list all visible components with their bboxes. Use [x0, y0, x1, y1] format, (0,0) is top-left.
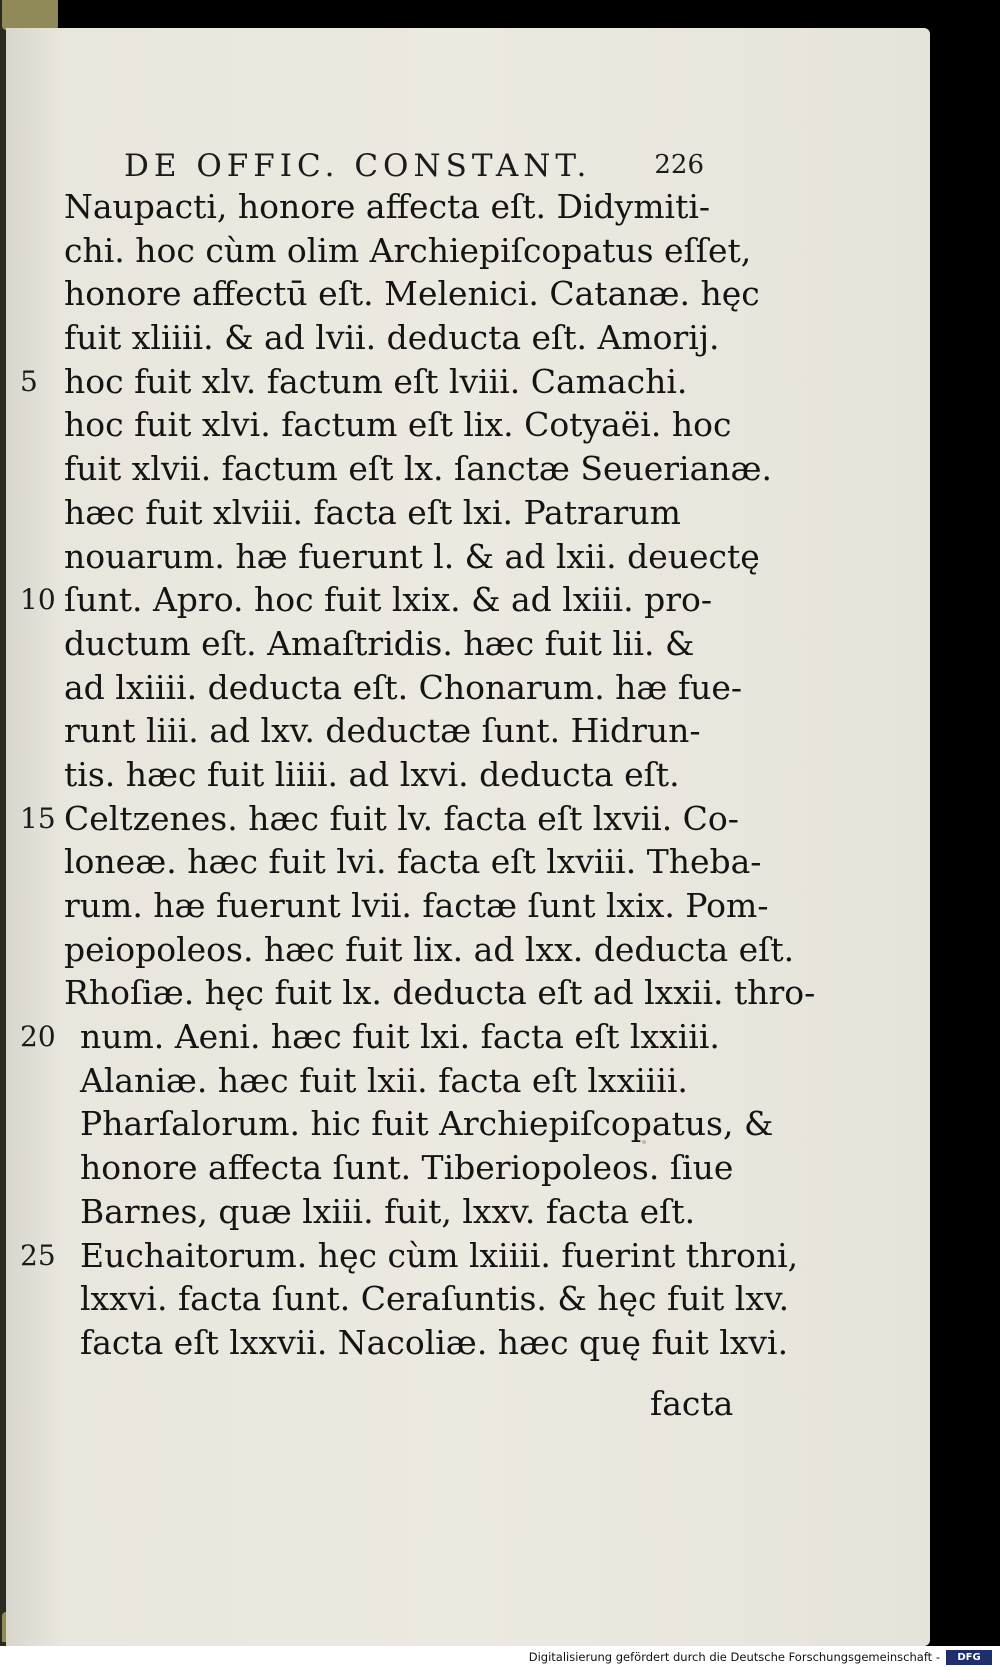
- text-line: [64, 753, 724, 797]
- text-line: [64, 1102, 774, 1146]
- line-text: num. Aeni. hæc fuit lxi. facta eſt lxxiii.: [80, 1017, 720, 1057]
- text-line: [64, 1190, 724, 1234]
- line-text: loneæ. hæc fuit lvi. facta eſt lxviii. Theba-: [64, 842, 762, 882]
- line-number: 20: [20, 1020, 56, 1054]
- text-line: [64, 316, 724, 360]
- body-text: [20, 185, 816, 1365]
- funding-credit: Digitalisierung gefördert durch die Deutsche Forschungsgemeinschaft -: [528, 1650, 940, 1664]
- line-text: hoc fuit xlv. factum eſt lviii. Camachi.: [64, 361, 688, 401]
- text-line: [64, 1059, 724, 1103]
- page-number: 226: [654, 150, 704, 180]
- text-line: [20, 1234, 799, 1278]
- text-line: [20, 1015, 724, 1059]
- line-text: tis. hæc fuit liiii. ad lxvi. deducta eſt.: [64, 754, 680, 794]
- line-text: honore affectū eſt. Melenici. Catanæ. hęc: [64, 274, 760, 314]
- text-line: [64, 884, 769, 928]
- line-text: hoc fuit xlvi. factum eſt lix. Cotyaëi. hoc: [64, 405, 732, 445]
- line-number: 25: [20, 1238, 56, 1272]
- page-header: [124, 148, 704, 184]
- line-text: runt liii. ad lxv. deductæ ſunt. Hidrun-: [64, 711, 701, 751]
- line-number: 15: [20, 801, 56, 835]
- digitization-footer: [0, 1646, 1000, 1670]
- text-line: [64, 272, 760, 316]
- text-line: [64, 403, 732, 447]
- line-text: fuit xlvii. factum eſt lx. ſanctæ Seuerianæ.: [64, 449, 773, 489]
- line-text: rum. hæ fuerunt lvii. factæ ſunt lxix. Pom-: [64, 886, 769, 925]
- line-text: Euchaitorum. hęc cùm lxiiii. fuerint throni,: [80, 1235, 799, 1275]
- text-line: [64, 491, 724, 535]
- text-line: [64, 1321, 789, 1365]
- line-text: Naupacti, honore affecta eſt. Didymiti-: [64, 187, 711, 226]
- text-line: [64, 1277, 790, 1321]
- text-line: [64, 622, 724, 666]
- line-text: hæc fuit xlviii. facta eſt lxi. Patrarum: [64, 492, 681, 532]
- line-text: nouarum. hæ fuerunt l. & ad lxii. deuectę: [64, 536, 760, 576]
- text-line: [64, 185, 724, 229]
- dfg-logo: DFG: [946, 1650, 992, 1665]
- line-number: 10: [20, 583, 56, 617]
- line-text: fuit xliiii. & ad lvii. deducta eſt. Amorij.: [64, 318, 720, 358]
- line-text: honore affecta ſunt. Tiberiopoleos. ſiue: [80, 1148, 734, 1188]
- text-line: [20, 360, 724, 404]
- text-line: [64, 535, 760, 579]
- line-text: ad lxiiii. deducta eſt. Chonarum. hæ fue-: [64, 667, 743, 707]
- line-text: ductum eſt. Amaſtridis. hæc fuit lii. &: [64, 623, 695, 663]
- text-line: [64, 709, 724, 753]
- line-text: facta eſt lxxvii. Nacoliæ. hæc quę fuit lxvi.: [80, 1322, 789, 1362]
- running-head: DE OFFIC. CONSTANT.: [124, 148, 592, 184]
- text-line: [64, 447, 773, 491]
- text-line: [64, 229, 752, 273]
- line-text: Alaniæ. hæc fuit lxii. facta eſt lxxiiii.: [80, 1060, 688, 1100]
- line-number: 5: [20, 364, 38, 398]
- line-text: lxxvi. facta ſunt. Ceraſuntis. & hęc fuit lxv.: [80, 1279, 790, 1319]
- text-line: [20, 797, 739, 841]
- book-tab-top: [2, 0, 58, 30]
- line-text: ſunt. Apro. hoc fuit lxix. & ad lxiii. pro-: [64, 580, 713, 620]
- line-text: Rhoſiæ. hęc fuit lx. deducta eſt ad lxxii. thro-: [64, 973, 816, 1013]
- text-line: [64, 928, 795, 972]
- catchword: facta: [650, 1384, 734, 1423]
- text-line: [20, 578, 724, 622]
- line-text: Celtzenes. hæc fuit lv. facta eſt lxvii. Co-: [64, 798, 739, 838]
- text-line: [64, 840, 762, 884]
- line-text: Pharſalorum. hic fuit Archiepiſcopatus, &: [80, 1104, 774, 1144]
- line-text: peiopoleos. hæc fuit lix. ad lxx. deducta eſt.: [64, 929, 795, 969]
- text-line: [64, 971, 816, 1015]
- line-text: Barnes, quæ lxiii. fuit, lxxv. facta eſt.: [80, 1191, 696, 1231]
- text-line: [64, 666, 743, 710]
- text-line: [64, 1146, 734, 1190]
- line-text: chi. hoc cùm olim Archiepiſcopatus eſſet,: [64, 230, 752, 270]
